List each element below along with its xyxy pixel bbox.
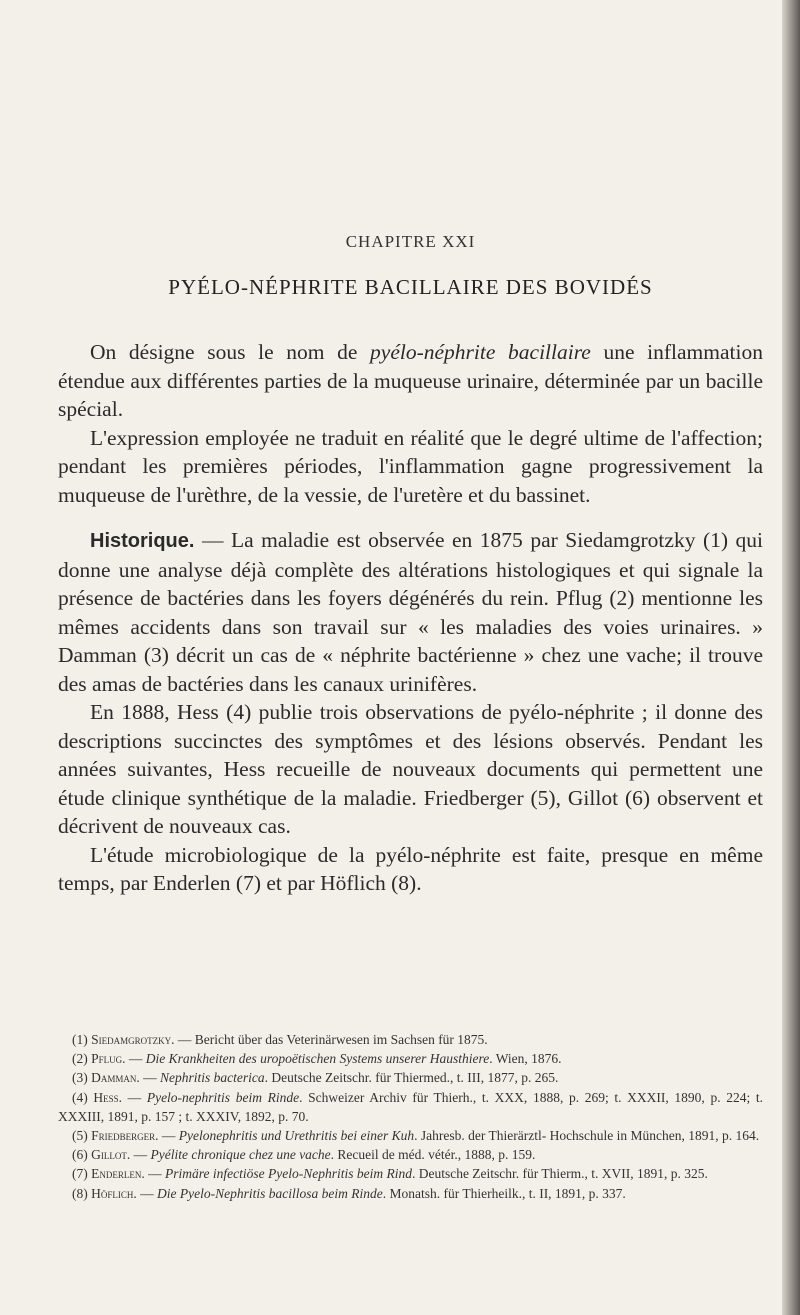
footnote: (7) Enderlen. — Primäre infectiöse Pyelo-Nephritis beim Rind. Deutsche Zeitschr. für Thierm., t. XVII, 1891, p. 325. xyxy=(72,1166,708,1182)
body-text xyxy=(58,338,763,898)
hess-paragraph: En 1888, Hess (4) publie trois observations de pyélo-néphrite ; il donne des descriptions succinctes des symptômes et des lésions observés. Pendant les années suivantes, Hess recueille de nouveaux documents qui permettent une étude clinique synthétique de la maladie. Friedberger (5), Gillot (6) observent et décrivent de nouveaux cas. xyxy=(58,700,763,838)
chapter-heading: CHAPITRE XXI xyxy=(345,232,476,251)
footnote: (1) Siedamgrotzky. — Bericht über das Veterinärwesen im Sachsen für 1875. xyxy=(72,1032,488,1047)
intro-paragraph xyxy=(58,338,763,424)
footnote: (3) Damman. — Nephritis bacterica. Deutsche Zeitschr. für Thiermed., t. III, 1877, p. 265. xyxy=(72,1070,559,1086)
intro-term: pyélo-néphrite bacillaire xyxy=(370,340,591,364)
footnote: (5) Friedberger. — Pyelonephritis und Urethritis bei einer Kuh. Jahresb. der Thierärztl- Hochschule in München, 1891, p. 164. xyxy=(72,1128,760,1144)
footnote: (4) Hess. — Pyelo-nephritis beim Rinde. Schweizer Archiv für Thierh., t. XXX, 1888, p. 269; t. XXXII, 1890, p. 224; t. XXXIII, 1891, p. 157 ; t. XXXIV, 1892, p. 70. xyxy=(58,1089,763,1124)
footnote: (8) Höflich. — Die Pyelo-Nephritis bacillosa beim Rinde. Monatsh. für Thierheilk., t. II, 1891, p. 337. xyxy=(72,1185,626,1201)
footnotes xyxy=(58,1030,763,1203)
intro-text-b: une inflammation étendue aux différentes parties de la muqueuse urinaire, déterminée par un bacille spécial. xyxy=(58,340,763,421)
historique-text: — La maladie est observée en 1875 par Siedamgrotzky (1) qui donne une analyse déjà complète des altérations histologiques et qui signale la présence de bactéries dans les foyers dégénérés du rein. Pflug (2) mentionne les mêmes accidents dans son travail sur « les maladies des voies urinaires. » Damman (3) décrit un cas de « néphrite bactérienne » chez une vache; il trouve des amas de bactéries dans les canaux urinifères. xyxy=(58,528,763,696)
historique-paragraph xyxy=(58,526,763,698)
intro-text-a: On désigne sous le nom de xyxy=(90,340,371,364)
chapter-title: PYÉLO-NÉPHRITE BACILLAIRE DES BOVIDÉS xyxy=(168,275,653,299)
footnote: (6) Gillot. — Pyélite chronique chez une vache. Recueil de méd. vétér., 1888, p. 159. xyxy=(72,1147,536,1163)
footnote: (2) Pflug. — Die Krankheiten des uropoëtischen Systems unserer Hausthiere. Wien, 1876. xyxy=(72,1051,562,1067)
historique-heading: Historique. xyxy=(90,530,195,552)
expression-paragraph: L'expression employée ne traduit en réalité que le degré ultime de l'affection; pendant les premières périodes, l'inflammation gagne progressivement la muqueuse de l'urèthre, de la vessie, de l'uretère et du bassinet. xyxy=(58,425,763,507)
microbiology-paragraph: L'étude microbiologique de la pyélo-néphrite est faite, presque en même temps, par Enderlen (7) et par Höflich (8). xyxy=(58,842,763,895)
page-edge xyxy=(782,0,800,1315)
